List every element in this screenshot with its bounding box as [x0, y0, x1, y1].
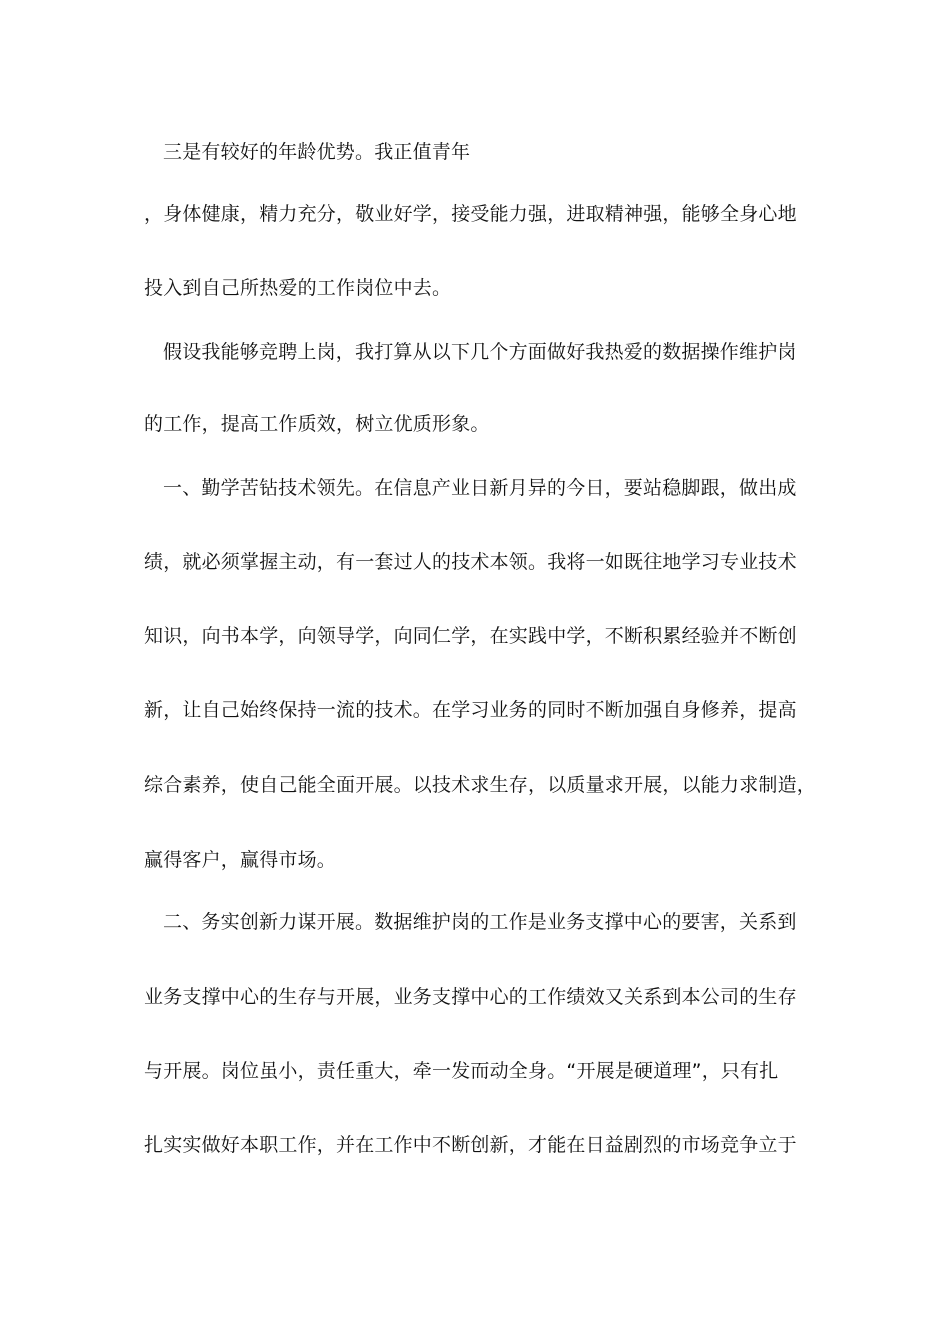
- paragraph-line: 与开展。岗位虽小，责任重大，牵一发而动全身。“开展是硬道理”，只有扎: [144, 1060, 779, 1082]
- paragraph-line: 三是有较好的年龄优势。我正值青年: [163, 141, 471, 163]
- paragraph-line: ，身体健康，精力充分，敬业好学，接受能力强，进取精神强，能够全身心地: [144, 203, 797, 225]
- paragraph-line: 二、务实创新力谋开展。数据维护岗的工作是业务支撑中心的要害，关系到: [163, 911, 797, 933]
- paragraph-line: 投入到自己所热爱的工作岗位中去。: [144, 277, 452, 299]
- paragraph-line: 一、勤学苦钻技术领先。在信息产业日新月异的今日，要站稳脚跟，做出成: [163, 477, 797, 499]
- paragraph-line: 的工作，提高工作质效，树立优质形象。: [144, 413, 490, 435]
- paragraph-line: 业务支撑中心的生存与开展，业务支撑中心的工作绩效又关系到本公司的生存: [144, 986, 797, 1008]
- paragraph-line: 知识，向书本学，向领导学，向同仁学，在实践中学，不断积累经验并不断创: [144, 625, 797, 647]
- paragraph-line: 假设我能够竞聘上岗，我打算从以下几个方面做好我热爱的数据操作维护岗: [163, 341, 797, 363]
- paragraph-line: 综合素养，使自己能全面开展。以技术求生存，以质量求开展，以能力求制造，: [144, 774, 817, 796]
- paragraph-line: 赢得客户，赢得市场。: [144, 849, 337, 871]
- paragraph-line: 新，让自己始终保持一流的技术。在学习业务的同时不断加强自身修养，提高: [144, 699, 797, 721]
- paragraph-line: 扎实实做好本职工作，并在工作中不断创新，才能在日益剧烈的市场竞争立于: [144, 1134, 797, 1156]
- paragraph-line: 绩，就必须掌握主动，有一套过人的技术本领。我将一如既往地学习专业技术: [144, 551, 797, 573]
